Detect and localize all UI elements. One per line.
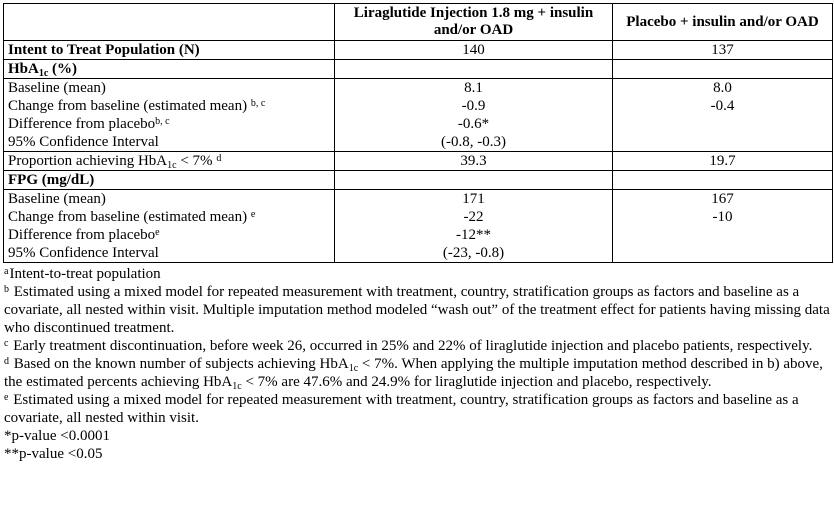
fpg-baseline-label: Baseline (mean)	[8, 191, 106, 207]
hba1c-section-empty-placebo	[613, 60, 833, 79]
footnote-d-text: Based on the known number of subjects achieving HbA$_{1c}$ < 7%. When applying the multiple imputation method described in b) above, the estimated percents achieving HbA$_{1c}$ < 7% are 47.6% and 24.9% for liraglutide injection and placebo, respectively.	[4, 356, 823, 392]
hba1c-change-label: Change from baseline (estimated mean) $^{b, c}$	[8, 97, 266, 114]
itt-liraglutide-value: 140	[335, 41, 613, 60]
footnote-e-marker: e	[4, 391, 9, 403]
footnote-c-marker: c	[4, 337, 9, 349]
footnote-e-text: Estimated using a mixed model for repeated measurement with treatment, country, stratification groups as factors and baseline as a covariate, all nested within visit.	[4, 392, 799, 426]
efficacy-results-table	[3, 3, 833, 263]
hba1c-group-liraglutide-values	[335, 79, 613, 152]
fpg-ci-placebo-value	[617, 244, 828, 262]
hba1c-baseline-liraglutide-value: 8.1	[464, 80, 483, 96]
footnote-a-marker: a	[4, 265, 9, 277]
fpg-group-placebo-values	[613, 190, 833, 263]
itt-label: Intent to Treat Population (N)	[4, 41, 335, 60]
hba1c-section-row	[4, 60, 833, 79]
hba1c-group-labels	[4, 79, 335, 152]
hba1c-baseline-label: Baseline (mean)	[8, 80, 106, 96]
fpg-difference-label: Difference from placebo$^e$	[8, 226, 160, 243]
fpg-group-labels	[4, 190, 335, 263]
header-row	[4, 4, 833, 41]
itt-placebo-value: 137	[613, 41, 833, 60]
footnotes	[3, 265, 834, 463]
fpg-change-liraglutide-value: -22	[463, 209, 484, 225]
fpg-difference-liraglutide-value: -12**	[456, 227, 491, 243]
header-liraglutide-column: Liraglutide Injection 1.8 mg + insulin and/or OAD	[335, 4, 613, 41]
hba1c-difference-label: Difference from placebo$^{b, c}$	[8, 115, 170, 132]
footnote-d-marker: d	[4, 355, 9, 367]
hba1c-ci-label: 95% Confidence Interval	[8, 134, 159, 150]
fpg-section-empty-placebo	[613, 171, 833, 190]
fpg-ci-label: 95% Confidence Interval	[8, 245, 159, 261]
footnote-a-text: Intent-to-treat population	[9, 266, 161, 282]
fpg-section-empty-liraglutide	[335, 171, 613, 190]
hba1c-section-label: HbA$_{1c}$ (%)	[4, 60, 335, 79]
hba1c-proportion-liraglutide-value: 39.3	[335, 152, 613, 171]
hba1c-proportion-label: Proportion achieving HbA$_{1c}$ < 7% $^d$	[4, 152, 335, 171]
footnote-b-marker: b	[4, 283, 9, 295]
hba1c-ci-placebo-value	[617, 133, 828, 151]
footnote-c-text: Early treatment discontinuation, before week 26, occurred in 25% and 22% of liraglutide injection and placebo patients, respectively.	[9, 338, 813, 354]
footnote-e	[4, 391, 834, 427]
header-empty-cell	[4, 4, 335, 41]
fpg-change-placebo-value: -10	[712, 209, 733, 225]
fpg-group-liraglutide-values	[335, 190, 613, 263]
fpg-change-label: Change from baseline (estimated mean) $^e$	[8, 208, 256, 225]
hba1c-difference-liraglutide-value: -0.6*	[457, 116, 490, 132]
hba1c-baseline-placebo-value: 8.0	[713, 80, 732, 96]
fpg-baseline-placebo-value: 167	[711, 191, 734, 207]
footnote-c	[4, 337, 834, 355]
footnote-pvalue-single-text: *p-value <0.0001	[4, 428, 110, 444]
hba1c-ci-liraglutide-value: (-0.8, -0.3)	[441, 134, 506, 150]
footnote-d	[4, 355, 834, 391]
hba1c-section-empty-liraglutide	[335, 60, 613, 79]
hba1c-difference-placebo-value	[617, 115, 828, 133]
fpg-ci-liraglutide-value: (-23, -0.8)	[442, 245, 505, 261]
footnote-b	[4, 283, 834, 337]
header-placebo-column: Placebo + insulin and/or OAD	[613, 4, 833, 41]
fpg-section-label: FPG (mg/dL)	[4, 171, 335, 190]
fpg-section-row	[4, 171, 833, 190]
hba1c-group-row	[4, 79, 833, 152]
footnote-b-text: Estimated using a mixed model for repeated measurement with treatment, country, stratification groups as factors and baseline as a covariate, all nested within visit. Multiple imputation method modeled “wash out” of the treatment effect for patients having missing data who discontinued treatment.	[4, 284, 830, 336]
fpg-group-row	[4, 190, 833, 263]
hba1c-change-placebo-value: -0.4	[710, 98, 735, 114]
hba1c-change-liraglutide-value: -0.9	[461, 98, 486, 114]
itt-row	[4, 41, 833, 60]
footnote-a	[4, 265, 834, 283]
footnote-pvalue-double	[4, 445, 834, 463]
footnote-pvalue-single	[4, 427, 834, 445]
fpg-difference-placebo-value	[617, 226, 828, 244]
fpg-baseline-liraglutide-value: 171	[462, 191, 485, 207]
footnote-pvalue-double-text: **p-value <0.05	[4, 446, 103, 462]
hba1c-proportion-placebo-value: 19.7	[613, 152, 833, 171]
hba1c-proportion-row	[4, 152, 833, 171]
hba1c-group-placebo-values	[613, 79, 833, 152]
